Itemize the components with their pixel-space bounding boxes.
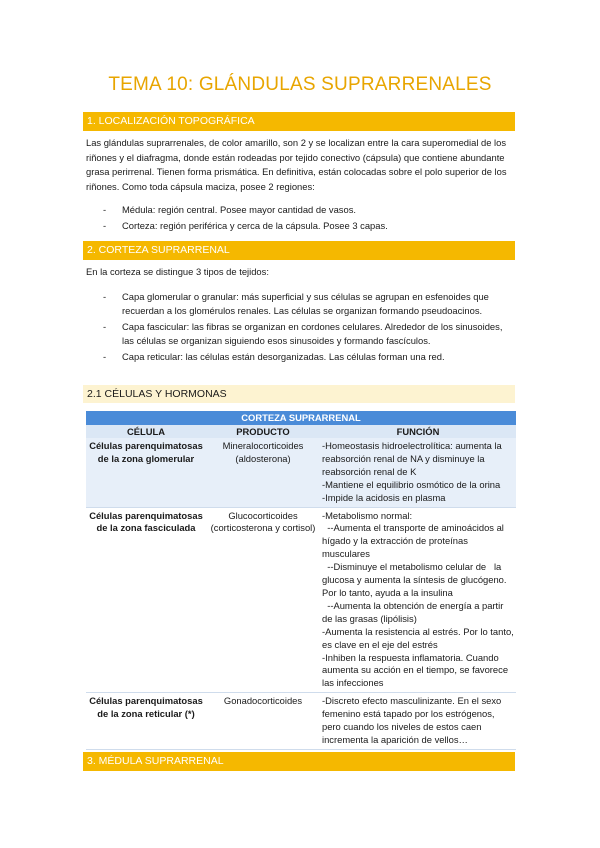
function-line: -Mantiene el equilibrio osmótico de la orina <box>322 478 501 490</box>
cell-celula: Células parenquimatosas de la zona fasciculada <box>86 507 206 693</box>
cell-funcion <box>320 693 516 750</box>
list-item: - Corteza: región periférica y cerca de la cápsula. Posee 3 capas. <box>86 219 516 233</box>
list-item: - Capa glomerular o granular: más superficial y sus células se agrupan en esfenoides que recuerdan a los glomérulos renales. Las células se organizan formando pseudoacinos. <box>86 290 516 319</box>
page-title: TEMA 10: GLÁNDULAS SUPRARRENALES <box>108 74 492 95</box>
subsection-heading-celulas-hormonas: 2.1 CÉLULAS Y HORMONAS <box>83 385 515 403</box>
function-line: -Impide la acidosis en plasma <box>322 491 446 503</box>
table-row <box>86 438 516 507</box>
cell-producto: Mineralocorticoides (aldosterona) <box>206 438 320 507</box>
cell-producto: Gonadocorticoides <box>206 693 320 750</box>
list-item: - Médula: región central. Posee mayor cantidad de vasos. <box>86 203 516 217</box>
function-line: --Disminuye el metabolismo celular de la glucosa y aumenta la síntesis de glucógeno. Por lo tanto, ayuda a la insulina <box>322 561 510 598</box>
function-line: -Inhiben la respuesta inflamatoria. Cuando aumenta su acción en el tiempo, se favorece las infecciones <box>322 651 511 689</box>
function-line: -Discreto efecto masculinizante. En el sexo femenino está tapado por los estrógenos, pero cuando los niveles de estos caen incrementa la aparición de vellos… <box>322 695 504 745</box>
table-row <box>86 507 516 693</box>
column-header-funcion: FUNCIÓN <box>320 425 516 438</box>
section-heading-medula: 3. MÉDULA SUPRARRENAL <box>83 752 515 771</box>
cell-funcion <box>320 438 516 507</box>
function-line: -Metabolismo normal: <box>322 509 413 521</box>
cell-producto: Glucocorticoides (corticosterona y cortisol) <box>206 507 320 693</box>
section2-list <box>86 290 516 366</box>
function-line: --Aumenta el transporte de aminoácidos al hígado y la extracción de proteínas musculares <box>322 522 507 560</box>
section1-list <box>86 203 516 235</box>
section2-intro: En la corteza se distingue 3 tipos de tejidos: <box>86 266 269 277</box>
cell-celula: Células parenquimatosas de la zona reticular (*) <box>86 693 206 750</box>
function-line: --Aumenta la obtención de energía a partir de las grasas (lipólisis) <box>322 599 506 624</box>
list-item: - Capa reticular: las células están desorganizadas. Las células forman una red. <box>86 350 516 364</box>
section-heading-localizacion: 1. LOCALIZACIÓN TOPOGRÁFICA <box>83 112 515 131</box>
function-line: -Homeostasis hidroelectrolítica: aumenta la reabsorción renal de NA y disminuye la reabsorción renal de K <box>322 440 505 477</box>
function-line: -Aumenta la resistencia al estrés. Por lo tanto, es clave en el eje del estrés <box>322 625 517 650</box>
table-row <box>86 693 516 750</box>
column-header-celula: CÉLULA <box>86 425 206 438</box>
column-header-producto: PRODUCTO <box>206 425 320 438</box>
cell-funcion <box>320 507 516 693</box>
section-heading-corteza: 2. CORTEZA SUPRARRENAL <box>83 241 515 260</box>
table-caption: CORTEZA SUPRARRENAL <box>86 411 516 425</box>
corteza-table <box>86 411 516 750</box>
list-item: - Capa fascicular: las fibras se organizan en cordones celulares. Alrededor de los sinusoides, las células se organizan siguiendo esos sinusoides y formando fascículos. <box>86 320 516 349</box>
cell-celula: Células parenquimatosas de la zona glomerular <box>86 438 206 507</box>
section1-paragraph: Las glándulas suprarrenales, de color amarillo, son 2 y se localizan entre la cara superomedial de los riñones y el diafragma, donde están rodeadas por tejido conectivo (cápsula) que contiene abundante grasa perirrenal. Tienen forma prismática. En definitiva, están colocadas sobre el polo superior de los riñones. Como toda cápsula maciza, posee 2 regiones: <box>86 137 507 192</box>
